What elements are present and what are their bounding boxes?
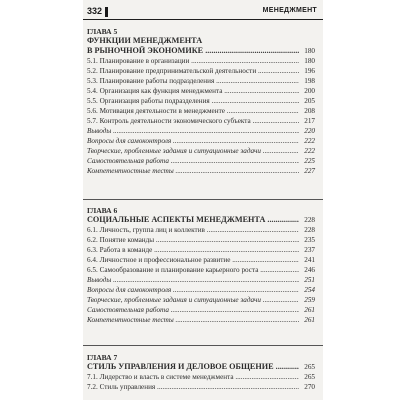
toc-page-number: 217 (304, 116, 315, 125)
toc-entry[interactable] (83, 225, 323, 235)
chapter-6 (83, 206, 323, 325)
toc-page-number: 251 (304, 276, 315, 284)
toc-entry[interactable] (83, 76, 323, 86)
toc-entry[interactable] (83, 166, 323, 176)
toc-entry-text: 5.7. Контроль деятельности экономического субъекта ..... (87, 116, 299, 126)
toc-entry-text: 7.2. Стиль управления ..... (87, 382, 299, 392)
toc-entry-text: 6.4. Личностное и профессиональное развитие ..... (87, 255, 299, 265)
toc-entry[interactable] (83, 285, 323, 295)
running-head: МЕНЕДЖМЕНТ (262, 7, 317, 14)
toc-entry[interactable] (83, 156, 323, 166)
toc-entry-text: Вопросы для самоконтроля ..... (87, 285, 299, 295)
toc-entry-text: Вопросы для самоконтроля ..... (87, 136, 299, 146)
chapter-label: ГЛАВА 7 (87, 353, 118, 362)
toc-page-number: 261 (304, 306, 315, 314)
toc-page-number: 265 (304, 373, 315, 381)
toc-entry[interactable] (83, 106, 323, 116)
toc-entry[interactable] (83, 56, 323, 66)
toc-page-number: 270 (304, 383, 315, 391)
toc-entry[interactable] (83, 275, 323, 285)
toc-entry-text: Творческие, проблемные задания и ситуационные задачи ..... (87, 146, 299, 156)
chapter-label: ГЛАВА 5 (87, 27, 118, 36)
toc-page-number: 227 (304, 166, 315, 175)
book-page (83, 0, 323, 400)
toc-page-number: 235 (304, 236, 315, 244)
chapter-title-entry[interactable] (83, 215, 323, 225)
toc-entry[interactable] (83, 265, 323, 275)
toc-entry-text: 5.3. Планирование работы подразделения ..... (87, 76, 299, 86)
chapter-7 (83, 353, 323, 392)
toc-page-number: 259 (304, 296, 315, 304)
toc-entry-text: 6.2. Понятие команды ..... (87, 235, 299, 245)
chapter-title-line: ФУНКЦИИ МЕНЕДЖМЕНТА (87, 36, 203, 45)
toc-page-number: 246 (304, 266, 315, 274)
toc-page-number: 228 (304, 216, 315, 224)
toc-entry-text: 5.2. Планирование предпринимательской деятельности ..... (87, 66, 299, 76)
toc-entry-text: 5.1. Планирование в организации ..... (87, 56, 299, 66)
toc-entry-text: 5.5. Организация работы подразделения ..... (87, 96, 299, 106)
chapter-divider (83, 345, 323, 346)
toc-entry[interactable] (83, 305, 323, 315)
toc-page-number: 225 (304, 156, 315, 165)
toc-entry[interactable] (83, 235, 323, 245)
toc-entry[interactable] (83, 245, 323, 255)
toc-entry[interactable] (83, 372, 323, 382)
toc-entry-text: 6.5. Самообразование и планирование карьерного роста ..... (87, 265, 299, 275)
chapter-title-line: СТИЛЬ УПРАВЛЕНИЯ И ДЕЛОВОЕ ОБЩЕНИЕ ..... (87, 362, 299, 372)
toc-entry[interactable] (83, 295, 323, 305)
toc-page-number: 180 (304, 46, 315, 55)
toc-page-number: 222 (304, 146, 315, 155)
toc-page-number: 220 (304, 126, 315, 135)
toc-entry-text: 6.1. Личность, группа лиц и коллектив ..... (87, 225, 299, 235)
toc-entry-text: 5.4. Организация как функция менеджмента ..... (87, 86, 299, 96)
toc-entry[interactable] (83, 136, 323, 146)
toc-entry-text: Выводы ..... (87, 126, 299, 136)
toc-page-number: 180 (304, 56, 315, 65)
toc-entry[interactable] (83, 255, 323, 265)
toc-entry-text: Самостоятельная работа ..... (87, 156, 299, 166)
toc-entry-text: 6.3. Работа в команде ..... (87, 245, 299, 255)
chapter-title-line: СОЦИАЛЬНЫЕ АСПЕКТЫ МЕНЕДЖМЕНТА ..... (87, 215, 299, 225)
toc-entry-text: Творческие, проблемные задания и ситуационные задачи ..... (87, 295, 299, 305)
toc-page-number: 196 (304, 66, 315, 75)
toc-entry-text: 7.1. Лидерство и власть в системе менеджмента ..... (87, 372, 299, 382)
toc-page-number: 265 (304, 363, 315, 371)
toc-page-number: 241 (304, 256, 315, 264)
toc-page-number: 208 (304, 106, 315, 115)
toc-entry[interactable] (83, 315, 323, 325)
chapter-label: ГЛАВА 6 (87, 206, 118, 215)
toc-entry-text: Самостоятельная работа ..... (87, 305, 299, 315)
toc-entry[interactable] (83, 126, 323, 136)
toc-entry[interactable] (83, 86, 323, 96)
toc-entry-text: Компетентностные тесты ..... (87, 166, 299, 176)
toc-entry[interactable] (83, 66, 323, 76)
toc-entry-text: 5.6. Мотивация деятельности в менеджменте ..... (87, 106, 299, 116)
page-header (83, 5, 323, 20)
chapter-divider (83, 199, 323, 200)
toc-entry[interactable] (83, 116, 323, 126)
toc-page-number: 237 (304, 246, 315, 254)
toc-page-number: 198 (304, 76, 315, 85)
chapter-title-entry[interactable] (83, 46, 323, 56)
chapter-5 (83, 27, 323, 176)
toc-page-number: 222 (304, 136, 315, 145)
toc-page-number: 205 (304, 96, 315, 105)
chapter-title-entry[interactable] (83, 362, 323, 372)
toc-page-number: 254 (304, 286, 315, 294)
header-bar-mark (105, 7, 108, 17)
toc-entry[interactable] (83, 382, 323, 392)
toc-page-number: 261 (304, 316, 315, 324)
page-number: 332 (87, 6, 103, 16)
toc-entry[interactable] (83, 146, 323, 156)
toc-entry-text: Компетентностные тесты ..... (87, 315, 299, 325)
toc-entry-text: Выводы ..... (87, 275, 299, 285)
chapter-title-line: В РЫНОЧНОЙ ЭКОНОМИКЕ ..... (87, 46, 299, 56)
toc-page-number: 228 (304, 226, 315, 234)
toc-page-number: 200 (304, 86, 315, 95)
toc-entry[interactable] (83, 96, 323, 106)
